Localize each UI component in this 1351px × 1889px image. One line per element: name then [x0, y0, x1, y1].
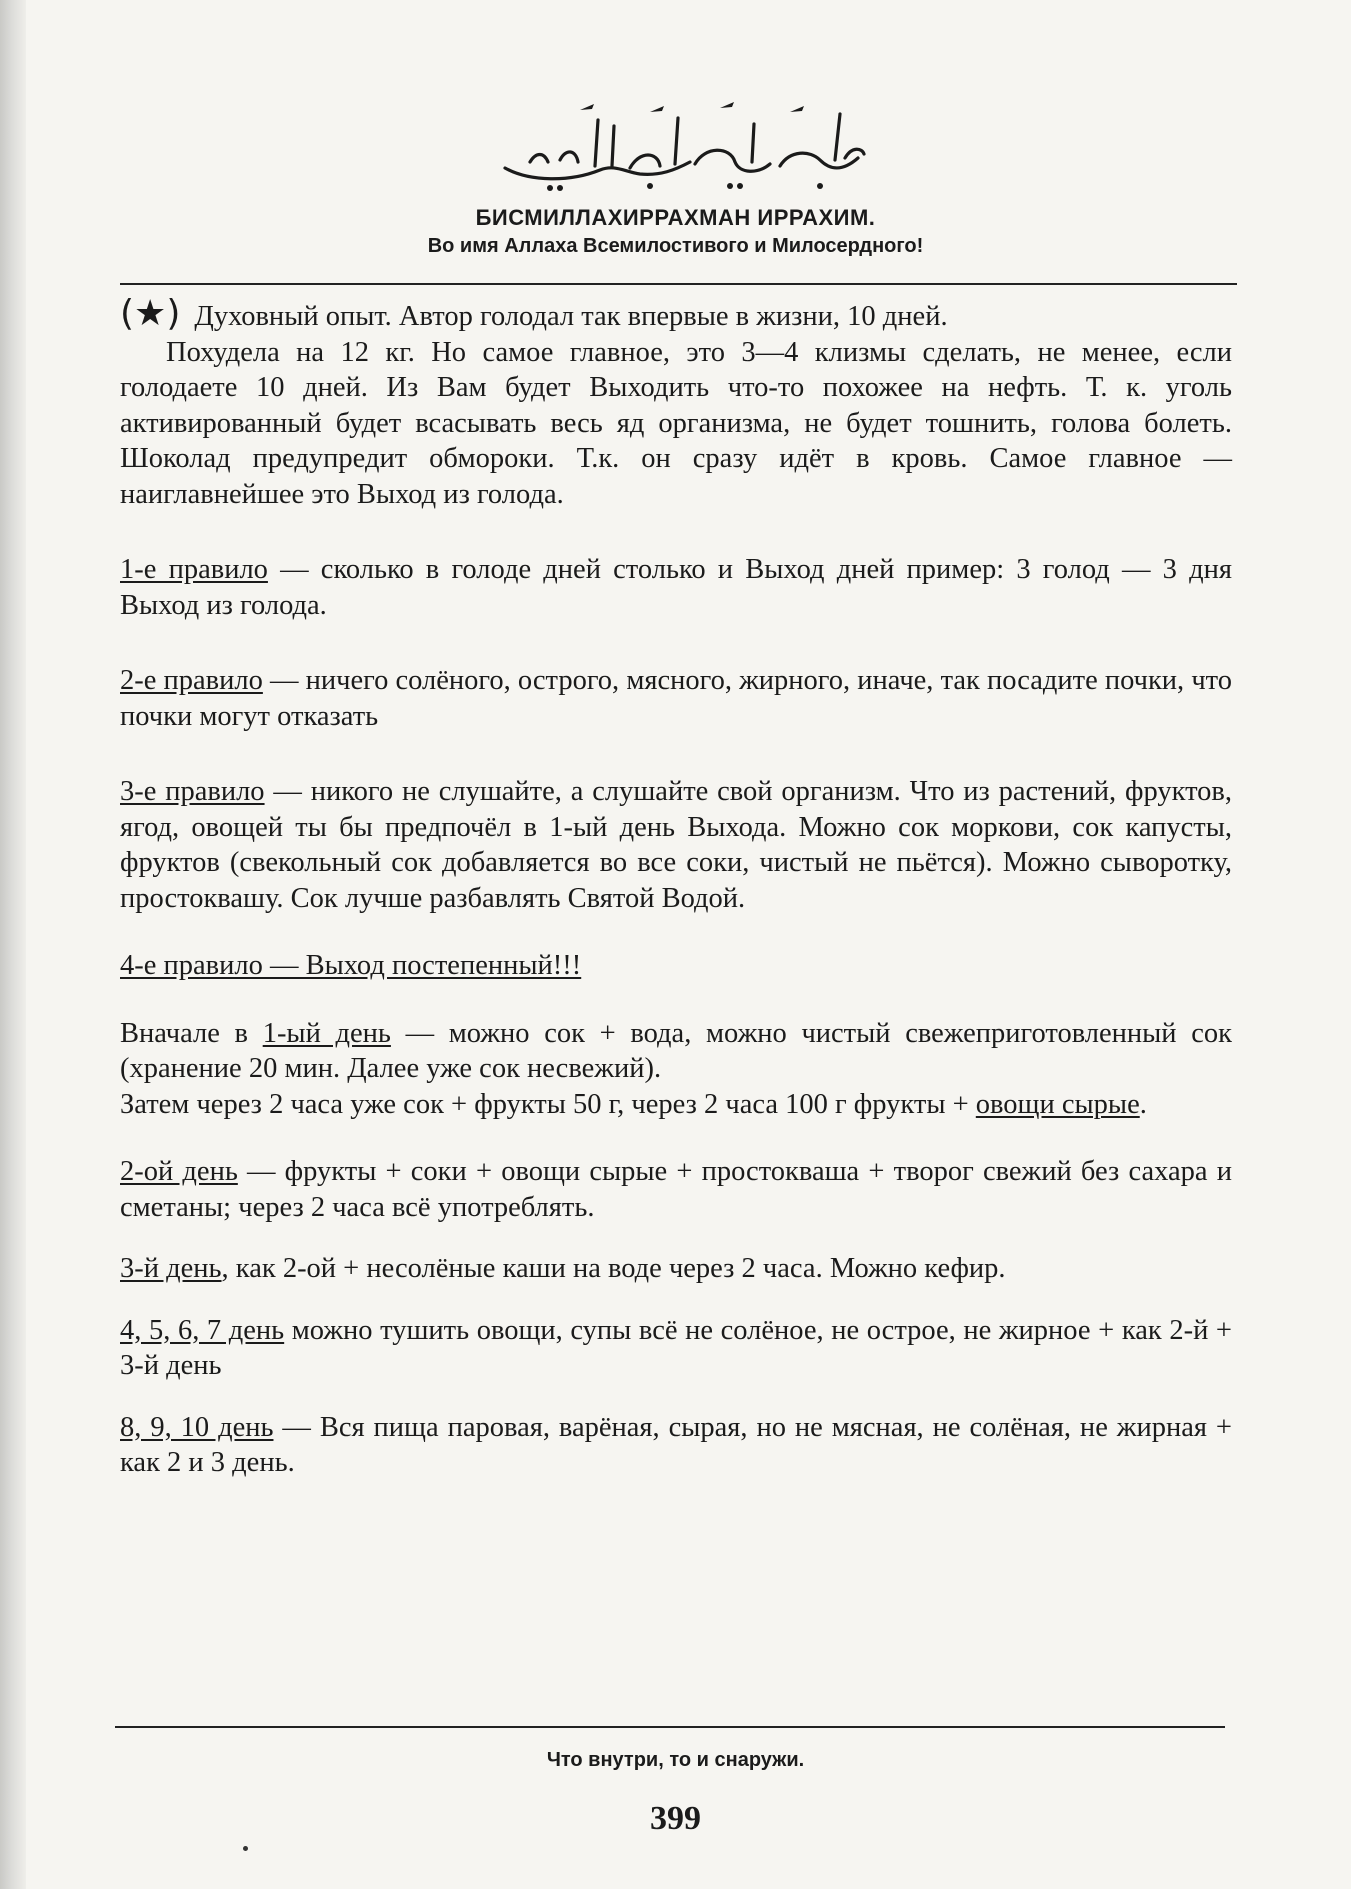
footer-divider [115, 1726, 1225, 1728]
days-8-10: 8, 9, 10 день — Вся пища паровая, варёная, сырая, но не мясная, не солёная, не жирная + как 2 и 3 день. [120, 1411, 1232, 1478]
rule-4 [120, 948, 1232, 984]
page-number: 399 [650, 1800, 701, 1837]
header-title: БИСМИЛЛАХИРРАХМАН ИРРАХИМ. [475, 205, 876, 230]
rule-3: 3-е правило — никого не слушайте, а слушайте свой организм. Что из растений, фруктов, ягод, овощей ты бы предпочёл в 1-ый день Выхода. Можно сок моркови, сок капусты, фруктов (свекольный сок добавляется во все соки, чистый не пьётся). Можно сыворотку, простоквашу. Сок лучше разбавлять Святой Водой. [120, 776, 1232, 914]
days-4-7-label: 4, 5, 6, 7 день [120, 1314, 285, 1346]
days-8-10-label: 8, 9, 10 день [120, 1411, 274, 1443]
intro-first-line: (★) Духовный опыт. Автор голодал так впервые в жизни, 10 дней. [120, 293, 948, 334]
day-3: 3-й день, как 2-ой + несолёные каши на воде через 2 часа. Можно кефир. [120, 1253, 1006, 1284]
rule-3-label: 3-е правило [120, 776, 265, 807]
day-2: 2-ой день — фрукты + соки + овощи сырые + простокваша + творог свежий без сахара и сметаны; через 2 часа всё употреблять. [120, 1156, 1232, 1223]
print-speck [243, 1846, 248, 1851]
header-divider [120, 283, 1237, 285]
day-1-label: 1-ый день [262, 1017, 391, 1049]
bismillah-calligraphy [490, 90, 870, 195]
page-body [120, 293, 1232, 1481]
rule-1: 1-е правило — сколько в голоде дней столько и Выход дней пример: 3 голод — 3 дня Выход из голода. [120, 554, 1232, 621]
day-1: Вначале в 1-ый день — можно сок + вода, можно чистый свежеприготовленный сок (хранение 20 мин. Далее уже сок несвежий). Затем через 2 часа уже сок + фрукты 50 г, через 2 часа 100 г фрукты + овощи сырые. [120, 1017, 1232, 1120]
intro-paragraph: Похудела на 12 кг. Но самое главное, это 3—4 клизмы сделать, не менее, если голодаете 10 дней. Из Вам будет Выходить что-то похожее на нефть. Т. к. уголь активированный будет всасывать весь яд организма, не будет тошнить, голова болеть. Шоколад предупредит обмороки. Т.к. он сразу идёт в кровь. Самое главное — наиглавнейшее это Выход из голода. [120, 336, 1232, 510]
day-2-label: 2-ой день [120, 1156, 238, 1187]
rule-2-label: 2-е правило [120, 665, 263, 696]
day-3-label: 3-й день [120, 1253, 222, 1284]
rule-4-label: 4-е правило — Выход постепенный!!! [120, 950, 582, 981]
days-4-7: 4, 5, 6, 7 день можно тушить овощи, супы всё не солёное, не острое, не жирное + как 2-й + 3-й день [120, 1314, 1232, 1381]
rule-1-label: 1-е правило [120, 554, 268, 585]
rule-2: 2-е правило — ничего солёного, острого, мясного, жирного, иначе, так посадите почки, что почки могут отказать [120, 665, 1232, 732]
footer-motto: Что внутри, то и снаружи. [546, 1749, 805, 1771]
header-subtitle: Во имя Аллаха Всемилостивого и Милосердного! [427, 235, 924, 257]
star-icon: (★) [120, 293, 181, 334]
